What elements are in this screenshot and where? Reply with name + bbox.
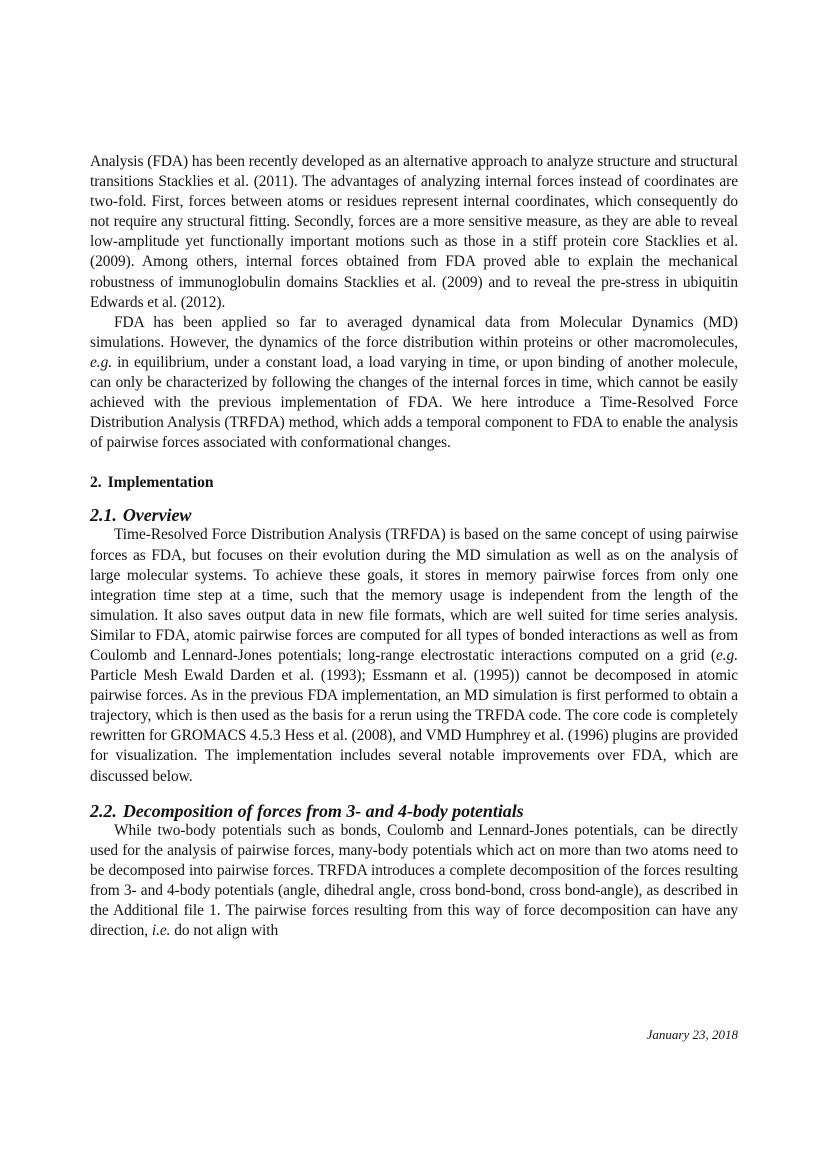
decomposition-paragraph-text-b: do not align with [170, 922, 279, 940]
section-2-title: Implementation [107, 474, 214, 492]
subsection-2-2-number: 2.2. [90, 800, 117, 821]
overview-paragraph-text-b: Particle Mesh Ewald Darden et al. (1993); Essmann et al. (1995)) cannot be decomposed in atomic pairwise forces. As in the previous FDA implementation, an MD simulation is first performed to obtain a trajectory, which is then used as the basis for a rerun using the TRFDA code. The core code is completely rewritten for GROMACS 4.5.3 Hess et al. (2008), and VMD Humphrey et al. (1996) plugins are provided for visualization. The implementation includes several notable improvements over FDA, which are discussed below. [90, 667, 738, 785]
footer-date: January 23, 2018 [646, 1027, 738, 1042]
decomposition-paragraph-text-a: While two-body potentials such as bonds, Coulomb and Lennard-Jones potentials, can be directly used for the analysis of pairwise forces, many-body potentials which act on more than two atoms need to be decomposed into pairwise forces. TRFDA introduces a complete decomposition of the forces resulting from 3- and 4-body potentials (angle, dihedral angle, cross bond-bond, cross bond-angle), as described in the Additional file 1. The pairwise forces resulting from this way of force decomposition can have any direction, [90, 821, 738, 940]
intro-paragraph-2-text-a: FDA has been applied so far to averaged dynamical data from Molecular Dynamics (MD) simulations. However, the dynamics of the force distribution within proteins or other macromolecules, [90, 313, 738, 351]
decomposition-paragraph [90, 821, 738, 942]
intro-paragraph-1 [90, 152, 738, 313]
subsection-2-1-heading [90, 505, 738, 525]
overview-paragraph-text-a: Time-Resolved Force Distribution Analysis (TRFDA) is based on the same concept of using pairwise forces as FDA, but focuses on their evolution during the MD simulation as well as on the analysis of large molecular systems. To achieve these goals, it stores in memory pairwise forces from only one integration time step at a time, such that the memory usage is independent from the length of the simulation. It also saves output data in new file formats, which are well suited for time series analysis. Similar to FDA, atomic pairwise forces are computed for all types of bonded interactions as well as from Coulomb and Lennard-Jones potentials; long-range electrostatic interactions computed on a grid ( [90, 526, 738, 664]
intro-paragraph-1-text: Analysis (FDA) has been recently developed as an alternative approach to analyze structure and structural transitions Stacklies et al. (2011). The advantages of analyzing internal forces instead of coordinates are two-fold. First, forces between atoms or residues represent internal coordinates, which consequently do not require any structural fitting. Secondly, forces are a more sensitive measure, as they are able to reveal low-amplitude yet functionally important motions such as those in a stiff protein core Stacklies et al. (2009). Among others, internal forces obtained from FDA proved able to explain the mechanical robustness of immunoglobulin domains Stacklies et al. (2009) and to reveal the pre-stress in ubiquitin Edwards et al. (2012). [90, 153, 738, 311]
section-2-heading [90, 473, 738, 493]
intro-paragraph-2 [90, 313, 738, 454]
overview-paragraph [90, 525, 738, 786]
intro-paragraph-2-text-b: in equilibrium, under a constant load, a load varying in time, or upon binding of another molecule, can only be characterized by following the changes of the internal forces in time, which cannot be easily achieved with the previous implementation of FDA. We here introduce a Time-Resolved Force Distribution Analysis (TRFDA) method, which adds a temporal component to FDA to enable the analysis of pairwise forces associated with conformational changes. [90, 353, 738, 452]
subsection-2-1-number: 2.1. [90, 505, 117, 526]
decomposition-paragraph-ie: i.e. [151, 922, 171, 940]
intro-paragraph-2-eg: e.g. [90, 353, 113, 371]
page-body [90, 152, 738, 941]
subsection-2-2-heading [90, 801, 738, 821]
section-2-number: 2. [90, 474, 102, 492]
subsection-2-1-title: Overview [122, 505, 192, 526]
subsection-2-2-title: Decomposition of forces from 3- and 4-body potentials [122, 800, 524, 821]
overview-paragraph-eg: e.g. [715, 646, 738, 664]
